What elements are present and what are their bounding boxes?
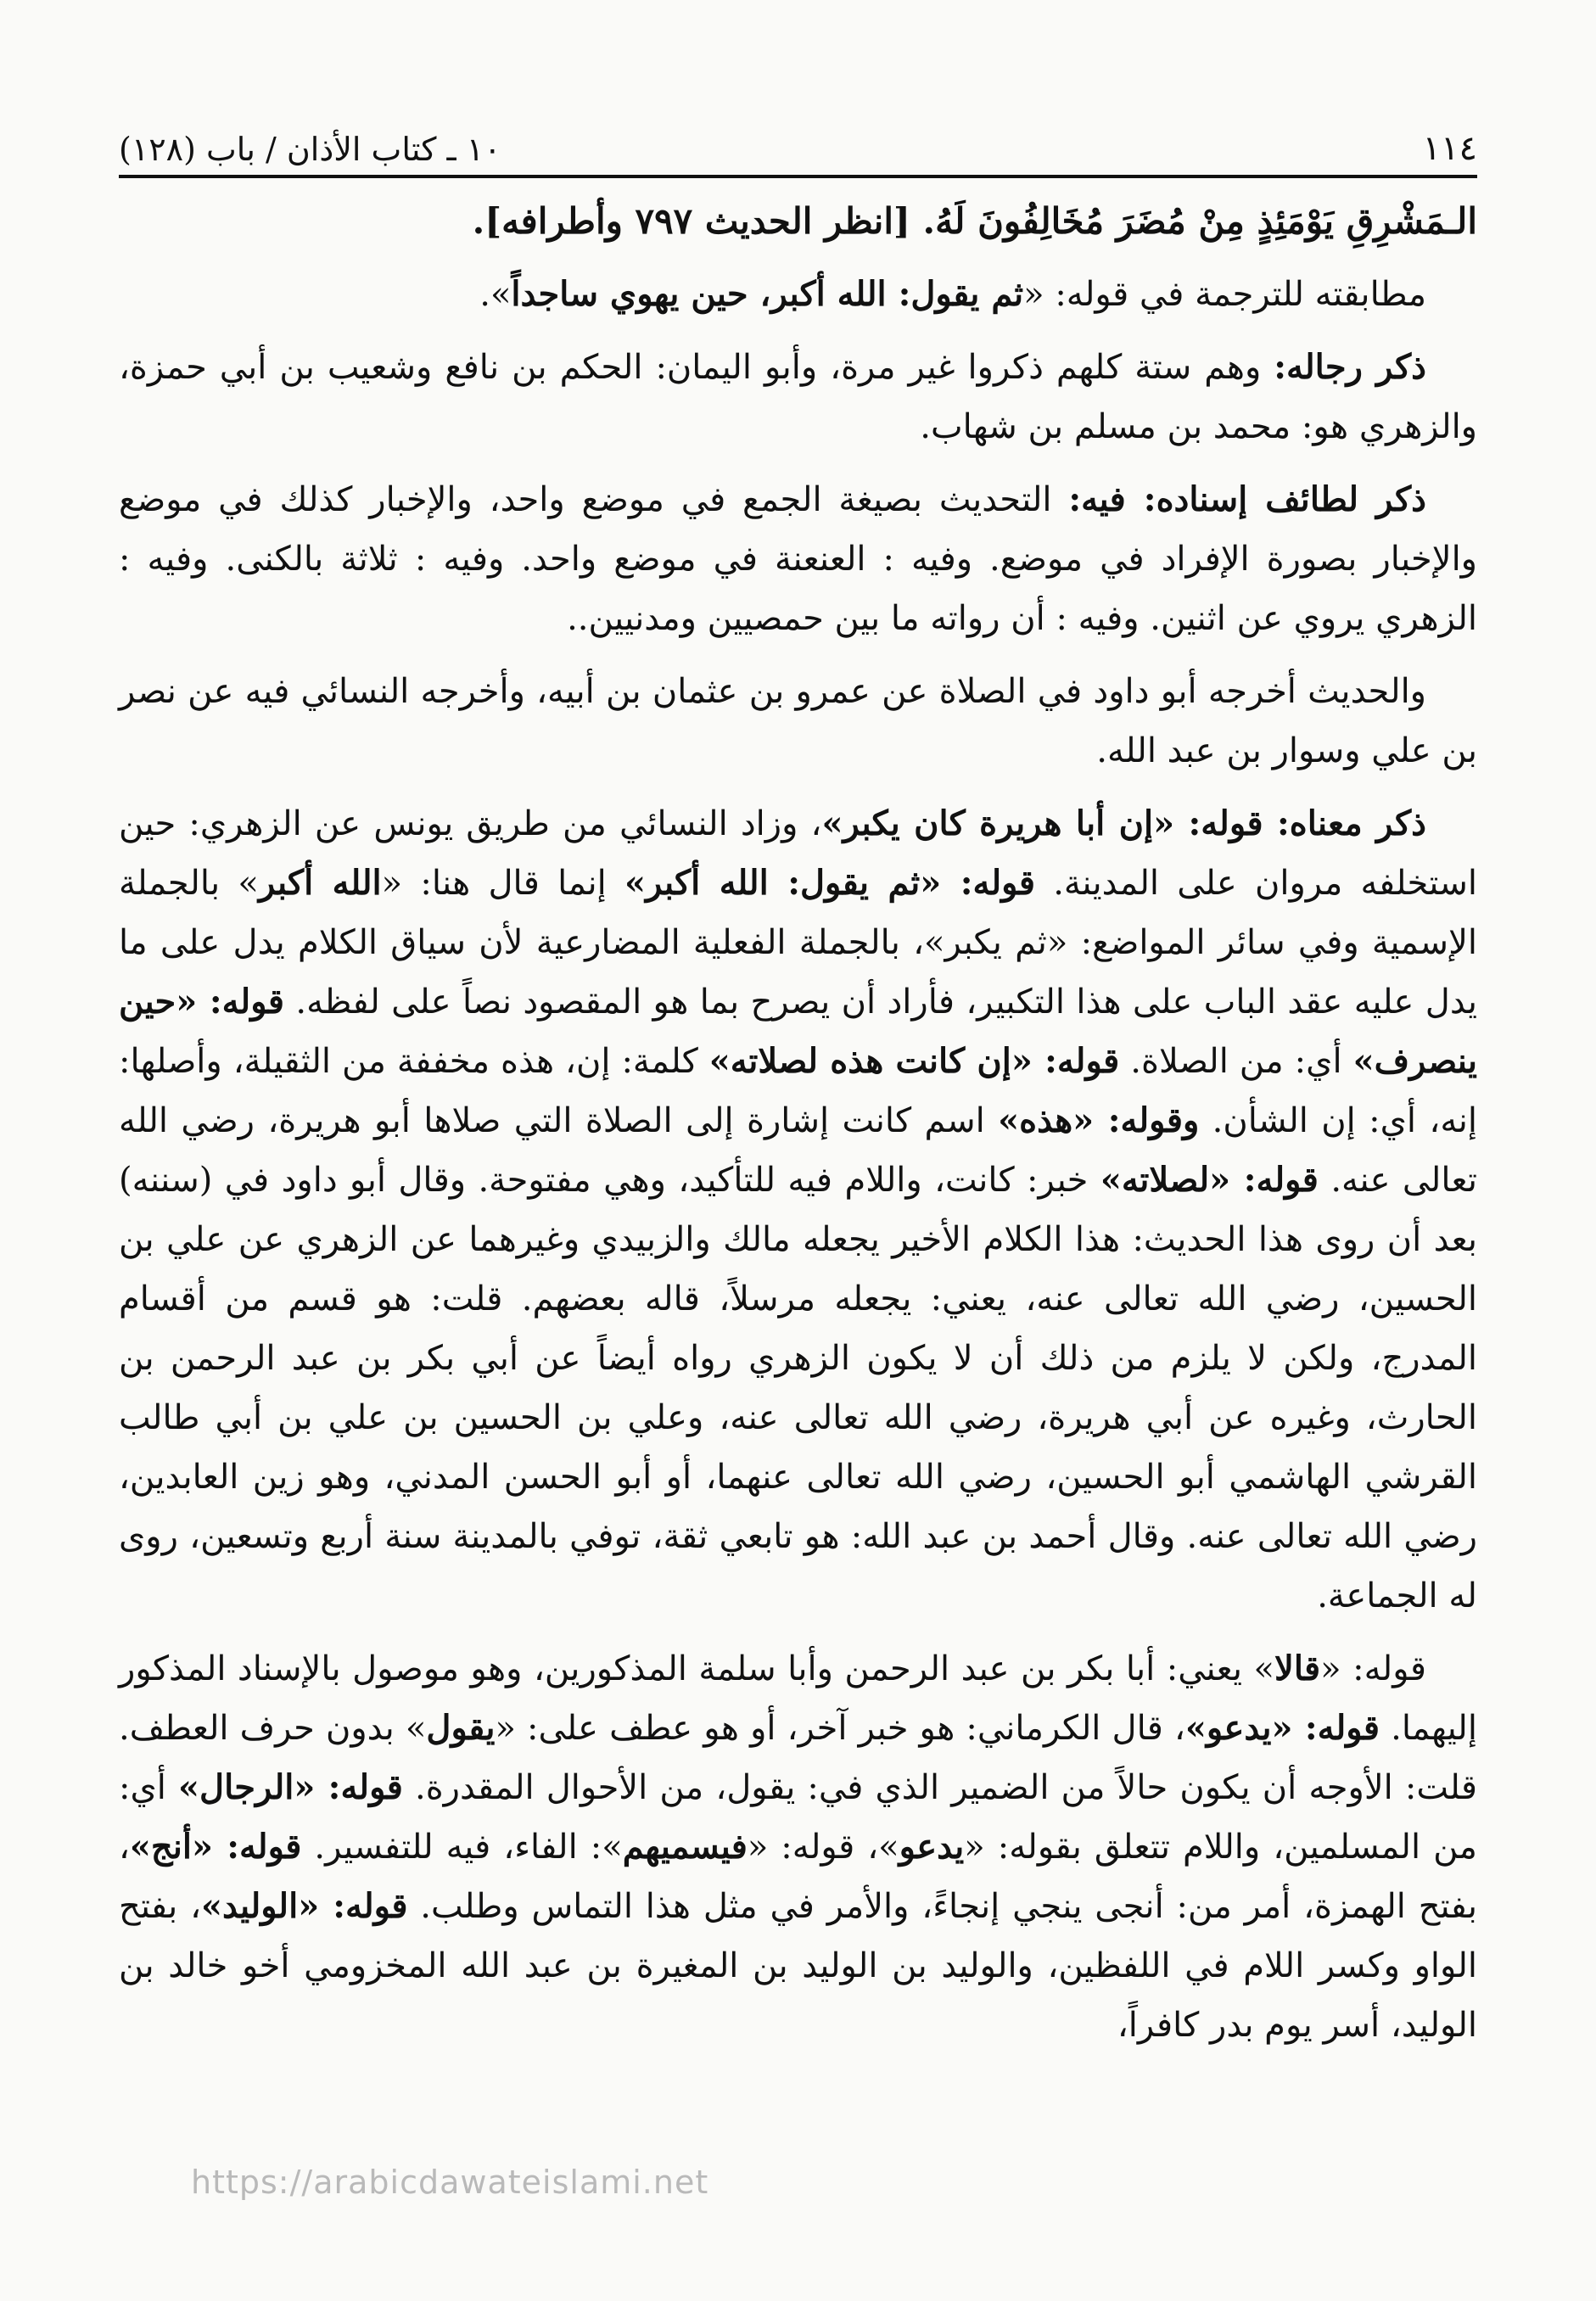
bold-phrase: قوله: «الرجال» bbox=[178, 1767, 403, 1807]
text-run: [انظر الحديث ٧٩٧ وأطرافه]. bbox=[472, 200, 923, 242]
running-title: ١٠ ـ كتاب الأذان / باب (١٢٨) bbox=[119, 131, 501, 168]
page-header bbox=[119, 100, 1477, 168]
bold-phrase: قوله: «إن كانت هذه لصلاته» bbox=[708, 1041, 1120, 1081]
text-run: والحديث أخرجه أبو داود في الصلاة عن عمرو بن عثمان بن أبيه، وأخرجه النسائي فيه عن نصر بن علي وسوار بن عبد الله. bbox=[119, 672, 1477, 770]
text-run: إنما قال هنا: « bbox=[381, 864, 624, 903]
text-run: مطابقته للترجمة في قوله: « bbox=[1023, 275, 1426, 314]
text-run: كلمة: إن، هذه مخففة من الثقيلة، وأصلها: إنه، أي: إن الشأن. bbox=[119, 1042, 1478, 1140]
text-run: » بدون حرف العطف. قلت: الأوجه أن يكون حالاً من الضمير الذي في: يقول، من الأحوال المقدرة. bbox=[119, 1709, 1477, 1807]
paragraph-maana bbox=[119, 794, 1477, 1626]
bold-phrase: ثم يقول: الله أكبر، حين يهوي ساجداً bbox=[511, 274, 1024, 314]
bold-phrase: قوله: «يدعو» bbox=[1184, 1708, 1380, 1748]
text-run: ، قال الكرماني: هو خبر آخر، أو هو عطف على: « bbox=[495, 1709, 1185, 1748]
paragraph-lataif bbox=[119, 470, 1477, 648]
paragraph-hadith_tail bbox=[119, 192, 1477, 251]
bold-phrase: الـمَشْرِقِ يَوْمَئِذٍ مِنْ مُضَرَ مُخَالِفُونَ لَهُ. bbox=[922, 200, 1477, 242]
main-text bbox=[119, 192, 1477, 2069]
bold-phrase: قوله: «حين ينصرف» bbox=[119, 982, 1477, 1081]
text-run: أي: من المسلمين، واللام تتعلق بقوله: « bbox=[119, 1768, 1477, 1867]
text-run: خبر: كانت، واللام فيه للتأكيد، وهي مفتوحة. وقال أبو داود في (سننه) بعد أن روى هذا الحديث: هذا الكلام الأخير يجعله مالك والزبيدي وغيرهما عن الزهري عن علي بن الحسين، رضي الله تعالى عنه، يعني: يجعله مرسلاً، قاله بعضهم. قلت: هو قسم من أقسام المدرج، ولكن لا يلزم من ذلك أن لا يكون الزهري رواه أيضاً عن أبي بكر بن عبد الرحمن بن الحارث، وغيره عن أبي هريرة، رضي الله تعالى عنه، وعلي بن الحسين بن علي بن أبي طالب القرشي الهاشمي أبو الحسين، رضي الله تعالى عنهما، أو أبو الحسن المدني، وهو زين العابدين، رضي الله تعالى عنه. وقال أحمد بن عبد الله: هو تابعي ثقة، توفي بالمدينة سنة أربع وتسعين، روى له الجماعة. bbox=[119, 1161, 1478, 1615]
text-run: ، بفتح الهمزة، أمر من: أنجى ينجي إنجاءً، والأمر في مثل هذا التماس وطلب. bbox=[119, 1828, 1477, 1926]
paragraph-takhrij bbox=[119, 662, 1477, 781]
text-run: »، قوله: « bbox=[747, 1828, 899, 1867]
paragraph-rijal bbox=[119, 338, 1477, 456]
bold-phrase: يدعو bbox=[899, 1827, 965, 1867]
text-run: »: الفاء، فيه للتفسير. bbox=[301, 1828, 623, 1867]
bold-phrase: وقوله: «هذه» bbox=[998, 1100, 1200, 1140]
bold-phrase: قوله: «لصلاته» bbox=[1100, 1160, 1319, 1200]
bold-phrase: قالا bbox=[1274, 1649, 1321, 1688]
text-run: قوله: « bbox=[1320, 1649, 1426, 1688]
bold-phrase: قوله: «ثم يقول: الله أكبر» bbox=[624, 863, 1035, 903]
text-run: وهم ستة كلهم ذكروا غير مرة، وأبو اليمان: الحكم بن نافع وشعيب بن أبي حمزة، والزهري هو: محمد بن مسلم بن شهاب. bbox=[119, 348, 1477, 446]
bold-phrase: يقول bbox=[426, 1708, 496, 1748]
bold-phrase: فيسميهم bbox=[622, 1827, 748, 1867]
bold-phrase: قوله: «أنج» bbox=[129, 1827, 302, 1867]
bold-phrase: ذكر معناه: قوله: «إن أبا هريرة كان يكبر» bbox=[821, 803, 1426, 843]
page-number: ١١٤ bbox=[1422, 129, 1477, 168]
text-run: » يعني: أبا بكر بن عبد الرحمن وأبا سلمة المذكورين، وهو موصول بالإسناد المذكور إليهما. bbox=[119, 1649, 1477, 1748]
text-run: اسم كانت إشارة إلى الصلاة التي صلاها أبو هريرة، رضي الله تعالى عنه. bbox=[119, 1101, 1477, 1200]
text-run: ». bbox=[479, 275, 512, 314]
text-run: ، وزاد النسائي من طريق يونس عن الزهري: حين استخلفه مروان على المدينة. bbox=[119, 804, 1477, 903]
text-run: » بالجملة الإسمية وفي سائر المواضع: «ثم يكبر»، بالجملة الفعلية المضارعية لأن سياق الكلام يدل على ما يدل عليه عقد الباب على هذا التكبير، فأراد أن يصرح بما هو المقصود نصاً على لفظه. bbox=[119, 864, 1477, 1022]
text-run: التحديث بصيغة الجمع في موضع واحد، والإخبار كذلك في موضع والإخبار بصورة الإفراد في موضع. وفيه : العنعنة في موضع واحد. وفيه : ثلاثة بالكنى. وفيه : الزهري يروي عن اثنين. وفيه : أن رواته ما بين حمصيين ومدنيين.. bbox=[119, 480, 1477, 638]
paragraph-tarjama bbox=[119, 265, 1477, 324]
header-divider bbox=[119, 175, 1477, 178]
bold-phrase: الله أكبر bbox=[258, 863, 382, 903]
text-run: ، بفتح الواو وكسر اللام في اللفظين، والوليد بن الوليد بن المغيرة بن عبد الله المخزومي أخو خالد بن الوليد، أسر يوم بدر كافراً، bbox=[119, 1887, 1477, 2045]
text-run: أي: من الصلاة. bbox=[1119, 1042, 1353, 1081]
paragraph-qala bbox=[119, 1639, 1477, 2055]
bold-phrase: ذكر لطائف إسناده: فيه: bbox=[1068, 479, 1426, 519]
bold-phrase: قوله: «الوليد» bbox=[201, 1886, 408, 1926]
watermark-url: https://arabicdawateislami.net bbox=[191, 2164, 709, 2201]
bold-phrase: ذكر رجاله: bbox=[1274, 347, 1426, 387]
